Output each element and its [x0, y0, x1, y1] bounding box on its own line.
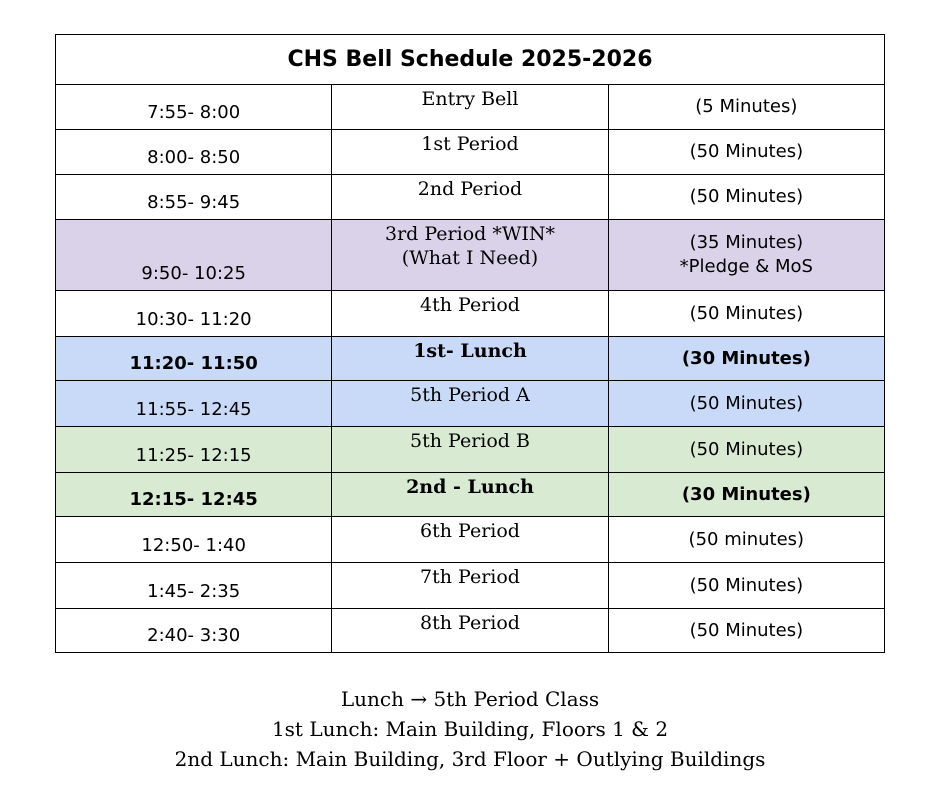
footer-note-lunch-rule: Lunch → 5th Period Class: [340, 687, 600, 711]
duration-cell: (50 Minutes): [608, 427, 884, 473]
schedule-title: CHS Bell Schedule 2025-2026: [56, 35, 885, 85]
schedule-row: [56, 291, 885, 337]
duration-cell: (35 Minutes) *Pledge & MoS: [608, 220, 884, 291]
duration-cell: (50 Minutes): [608, 563, 884, 609]
schedule-row: [56, 473, 885, 517]
duration-cell: (50 Minutes): [608, 291, 884, 337]
schedule-row: [56, 85, 885, 130]
time-cell: 7:55- 8:00: [56, 85, 332, 130]
period-name-cell: 5th Period B: [332, 427, 608, 473]
period-name-cell: 1st- Lunch: [332, 337, 608, 381]
title-row: [56, 35, 885, 85]
period-name-cell: 3rd Period *WIN* (What I Need): [332, 220, 608, 291]
period-name-cell: 7th Period: [332, 563, 608, 609]
schedule-row: [56, 563, 885, 609]
duration-cell: (50 Minutes): [608, 130, 884, 175]
schedule-row: [56, 130, 885, 175]
time-cell: 10:30- 11:20: [56, 291, 332, 337]
schedule-row: [56, 337, 885, 381]
period-name-cell: 8th Period: [332, 609, 608, 653]
bell-schedule-table: [55, 34, 885, 653]
duration-cell: (50 minutes): [608, 517, 884, 563]
time-cell: 11:20- 11:50: [56, 337, 332, 381]
duration-cell: (50 Minutes): [608, 609, 884, 653]
period-name-cell: Entry Bell: [332, 85, 608, 130]
time-cell: 11:55- 12:45: [56, 381, 332, 427]
time-cell: 12:15- 12:45: [56, 473, 332, 517]
duration-cell: (30 Minutes): [608, 337, 884, 381]
period-name-cell: 5th Period A: [332, 381, 608, 427]
time-cell: 1:45- 2:35: [56, 563, 332, 609]
schedule-row: [56, 427, 885, 473]
period-name-cell: 2nd Period: [332, 175, 608, 220]
schedule-row: [56, 609, 885, 653]
schedule-row: [56, 175, 885, 220]
duration-cell: (5 Minutes): [608, 85, 884, 130]
time-cell: 9:50- 10:25: [56, 220, 332, 291]
duration-cell: (50 Minutes): [608, 175, 884, 220]
time-cell: 11:25- 12:15: [56, 427, 332, 473]
time-cell: 12:50- 1:40: [56, 517, 332, 563]
period-name-cell: 4th Period: [332, 291, 608, 337]
footer-note-first-lunch: 1st Lunch: Main Building, Floors 1 & 2: [271, 717, 669, 741]
footer-notes: [0, 684, 940, 774]
schedule-row: [56, 517, 885, 563]
time-cell: 8:55- 9:45: [56, 175, 332, 220]
period-name-cell: 6th Period: [332, 517, 608, 563]
duration-cell: (50 Minutes): [608, 381, 884, 427]
period-name-cell: 2nd - Lunch: [332, 473, 608, 517]
duration-cell: (30 Minutes): [608, 473, 884, 517]
time-cell: 8:00- 8:50: [56, 130, 332, 175]
schedule-row: [56, 381, 885, 427]
footer-note-second-lunch: 2nd Lunch: Main Building, 3rd Floor + Outlying Buildings: [174, 747, 766, 771]
time-cell: 2:40- 3:30: [56, 609, 332, 653]
period-name-cell: 1st Period: [332, 130, 608, 175]
schedule-row: [56, 220, 885, 291]
